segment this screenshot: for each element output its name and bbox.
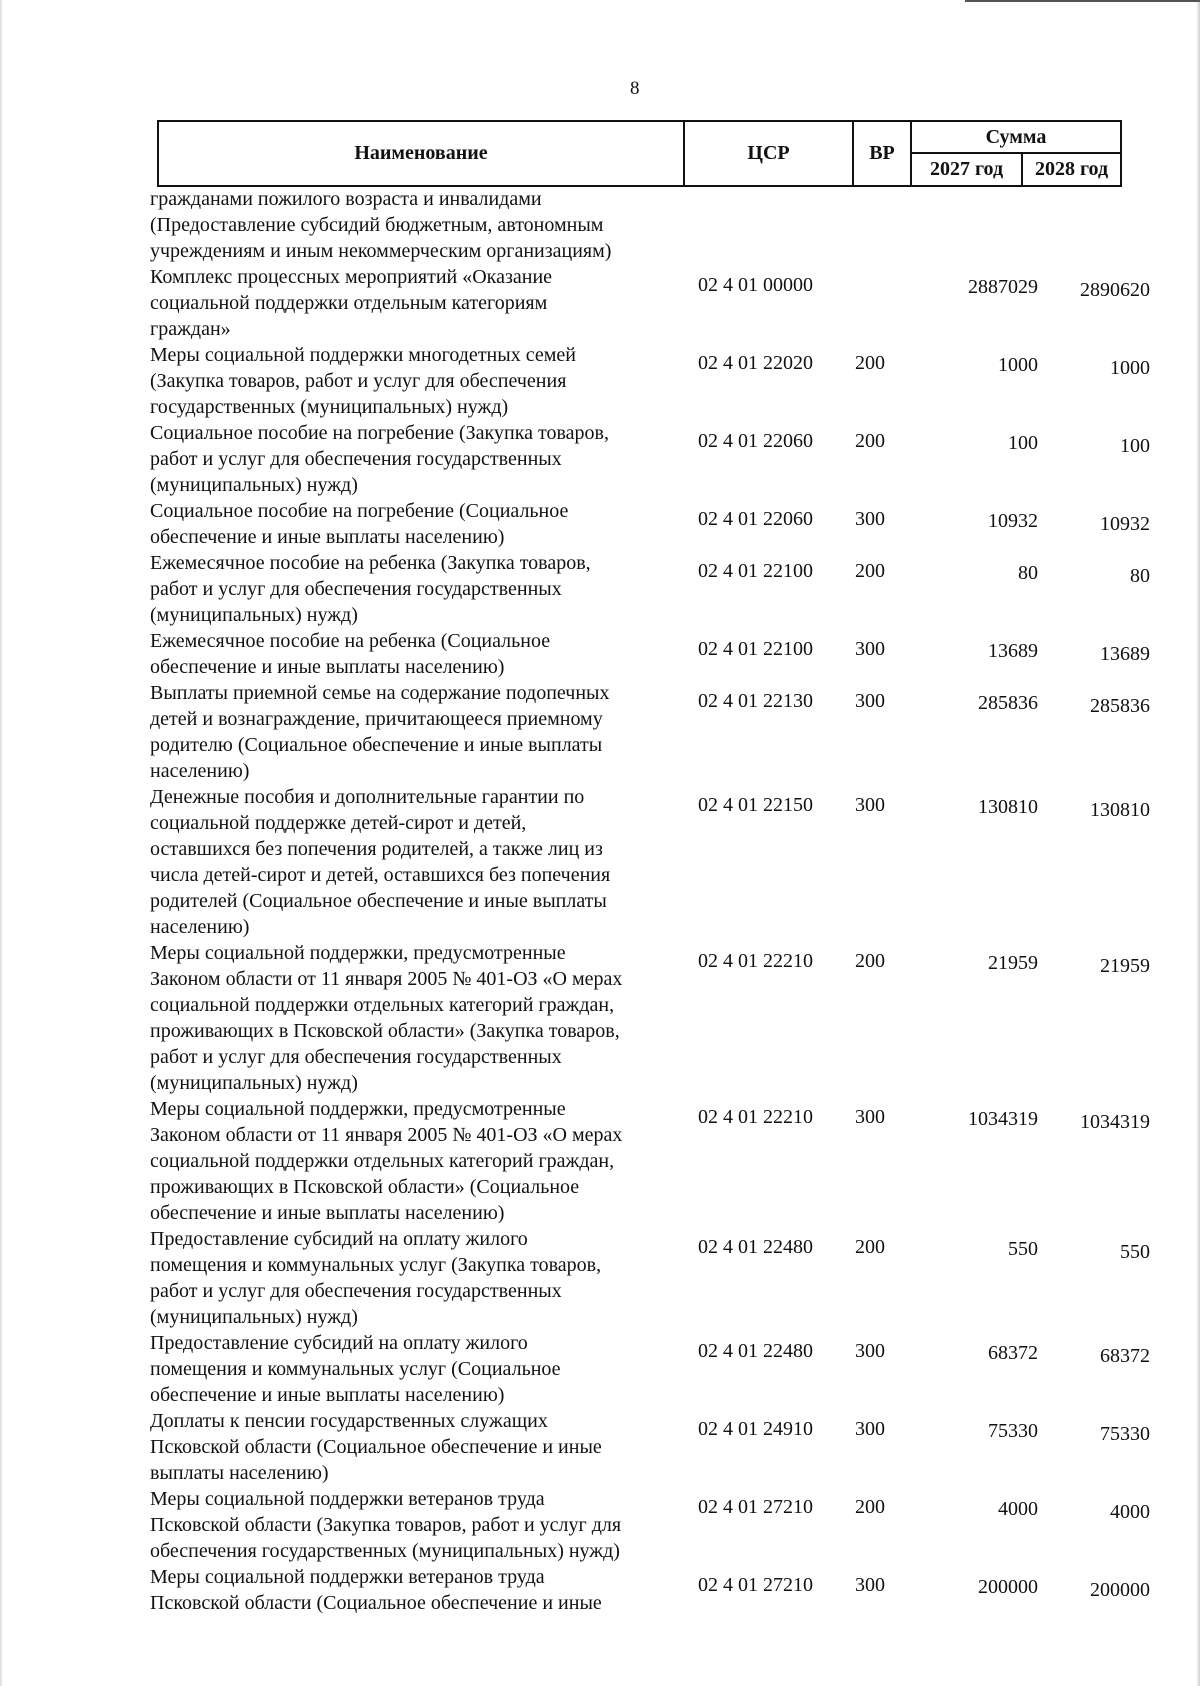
top-rule xyxy=(965,0,1200,2)
scan-edge-right xyxy=(1196,0,1200,1686)
table-row xyxy=(150,1408,1150,1486)
row-sum-2027: 1034319 xyxy=(968,1108,1038,1130)
row-vr: 300 xyxy=(855,1574,885,1596)
row-vr: 200 xyxy=(855,430,885,452)
row-sum-2028: 200000 xyxy=(1090,1579,1150,1601)
table-row xyxy=(150,1096,1150,1226)
row-name: Ежемесячное пособие на ребенка (Социальное обеспечение и иные выплаты населению) xyxy=(150,630,551,678)
row-csr: 02 4 01 22480 xyxy=(698,1236,813,1258)
row-vr: 200 xyxy=(855,352,885,374)
row-csr: 02 4 01 22210 xyxy=(698,950,813,972)
row-sum-2027: 2887029 xyxy=(968,276,1038,298)
row-sum-2028: 4000 xyxy=(1110,1501,1150,1523)
row-name: Выплаты приемной семье на содержание подопечных детей и вознаграждение, причитающееся приемному родителю (Социальное обеспечение и иные выплаты населению) xyxy=(150,682,610,782)
row-name: Меры социальной поддержки ветеранов труда Псковской области (Социальное обеспечение и иные xyxy=(150,1566,602,1614)
table-row xyxy=(150,680,1150,784)
row-vr: 300 xyxy=(855,638,885,660)
row-sum-2028: 2890620 xyxy=(1080,279,1150,301)
row-vr: 300 xyxy=(855,794,885,816)
header-sum-group xyxy=(912,122,1120,185)
row-vr: 300 xyxy=(855,1106,885,1128)
row-name: Социальное пособие на погребение (Социальное обеспечение и иные выплаты населению) xyxy=(150,500,569,548)
table-row xyxy=(150,940,1150,1096)
table-row xyxy=(150,1330,1150,1408)
row-name: Меры социальной поддержки многодетных семей (Закупка товаров, работ и услуг для обеспечения государственных (муниципальных) нужд) xyxy=(150,344,576,418)
row-csr: 02 4 01 27210 xyxy=(698,1574,813,1596)
row-name: Предоставление субсидий на оплату жилого помещения и коммунальных услуг (Закупка товаров, работ и услуг для обеспечения государственных (муниципальных) нужд) xyxy=(150,1228,602,1328)
row-sum-2028: 1034319 xyxy=(1080,1111,1150,1133)
row-csr: 02 4 01 24910 xyxy=(698,1418,813,1440)
header-vr: ВР xyxy=(854,122,912,185)
row-sum-2028: 80 xyxy=(1130,565,1150,587)
row-csr: 02 4 01 22130 xyxy=(698,690,813,712)
row-name: Денежные пособия и дополнительные гарантии по социальной поддержке детей-сирот и детей, оставшихся без попечения родителей, а также лиц из числа детей-сирот и детей, оставшихся без попечения родителей (Социальное обеспечение и иные выплаты населению) xyxy=(150,786,611,938)
row-csr: 02 4 01 22100 xyxy=(698,638,813,660)
row-csr: 02 4 01 22060 xyxy=(698,508,813,530)
row-vr: 300 xyxy=(855,508,885,530)
row-csr: 02 4 01 22100 xyxy=(698,560,813,582)
row-sum-2028: 10932 xyxy=(1100,513,1150,535)
row-csr: 02 4 01 27210 xyxy=(698,1496,813,1518)
row-name: Меры социальной поддержки, предусмотренные Законом области от 11 января 2005 № 401-ОЗ «О мерах социальной поддержки отдельных категорий граждан, проживающих в Псковской области» (Закупка товаров, работ и услуг для обеспечения государственных (муниципальных) нужд) xyxy=(150,942,623,1094)
table-row xyxy=(150,186,1150,264)
row-vr: 300 xyxy=(855,690,885,712)
row-name: Комплекс процессных мероприятий «Оказание социальной поддержки отдельным категориям граждан» xyxy=(150,266,553,340)
row-sum-2027: 10932 xyxy=(988,510,1038,532)
header-name: Наименование xyxy=(159,122,685,185)
row-csr: 02 4 01 22060 xyxy=(698,430,813,452)
table-row xyxy=(150,498,1150,550)
row-csr: 02 4 01 22210 xyxy=(698,1106,813,1128)
row-sum-2028: 21959 xyxy=(1100,955,1150,977)
row-vr: 200 xyxy=(855,1236,885,1258)
row-sum-2028: 13689 xyxy=(1100,643,1150,665)
row-sum-2028: 130810 xyxy=(1090,799,1150,821)
table-row xyxy=(150,1486,1150,1564)
header-year-2027: 2027 год xyxy=(912,154,1023,185)
header-year-2028: 2028 год xyxy=(1034,158,1109,180)
page-number: 8 xyxy=(630,78,640,99)
row-vr: 200 xyxy=(855,1496,885,1518)
row-sum-2027: 13689 xyxy=(988,640,1038,662)
header-csr: ЦСР xyxy=(685,122,854,185)
row-sum-2027: 75330 xyxy=(988,1420,1038,1442)
row-sum-2028: 68372 xyxy=(1100,1345,1150,1367)
row-sum-2027: 550 xyxy=(1008,1238,1038,1260)
row-sum-2027: 21959 xyxy=(988,952,1038,974)
row-sum-2027: 1000 xyxy=(998,354,1038,376)
table-row xyxy=(150,264,1150,342)
row-name: Меры социальной поддержки ветеранов труда Псковской области (Закупка товаров, работ и услуг для обеспечения государственных (муниципальных) нужд) xyxy=(150,1488,622,1562)
table-row xyxy=(150,550,1150,628)
row-sum-2027: 4000 xyxy=(998,1498,1038,1520)
row-sum-2028: 75330 xyxy=(1100,1423,1150,1445)
row-name: Социальное пособие на погребение (Закупка товаров, работ и услуг для обеспечения государственных (муниципальных) нужд) xyxy=(150,422,609,496)
table-row xyxy=(150,1564,1150,1616)
row-csr: 02 4 01 22150 xyxy=(698,794,813,816)
row-sum-2027: 80 xyxy=(1018,562,1038,584)
table-row xyxy=(150,342,1150,420)
row-name: гражданами пожилого возраста и инвалидами (Предоставление субсидий бюджетным, автономным учреждениям и иным некоммерческим организациям) xyxy=(150,188,612,262)
scan-edge-left xyxy=(0,0,3,1686)
row-sum-2027: 130810 xyxy=(978,796,1038,818)
row-name: Ежемесячное пособие на ребенка (Закупка товаров, работ и услуг для обеспечения государственных (муниципальных) нужд) xyxy=(150,552,591,626)
row-name: Меры социальной поддержки, предусмотренные Законом области от 11 января 2005 № 401-ОЗ «О мерах социальной поддержки отдельных категорий граждан, проживающих в Псковской области» (Социальное обеспечение и иные выплаты населению) xyxy=(150,1098,623,1224)
row-sum-2028: 1000 xyxy=(1110,357,1150,379)
row-csr: 02 4 01 22480 xyxy=(698,1340,813,1362)
row-vr: 200 xyxy=(855,560,885,582)
table-row xyxy=(150,1226,1150,1330)
row-csr: 02 4 01 22020 xyxy=(698,352,813,374)
row-vr: 300 xyxy=(855,1418,885,1440)
row-sum-2027: 200000 xyxy=(978,1576,1038,1598)
table-body xyxy=(150,186,1150,1616)
row-sum-2028: 100 xyxy=(1120,435,1150,457)
row-sum-2027: 100 xyxy=(1008,432,1038,454)
row-sum-2027: 68372 xyxy=(988,1342,1038,1364)
table-row xyxy=(150,784,1150,940)
row-name: Доплаты к пенсии государственных служащих Псковской области (Социальное обеспечение и иные выплаты населению) xyxy=(150,1410,602,1484)
row-sum-2028: 285836 xyxy=(1090,695,1150,717)
table-row xyxy=(150,628,1150,680)
row-sum-2028: 550 xyxy=(1120,1241,1150,1263)
table-header xyxy=(157,120,1122,187)
header-sum: Сумма xyxy=(912,122,1120,154)
row-sum-2027: 285836 xyxy=(978,692,1038,714)
row-name: Предоставление субсидий на оплату жилого помещения и коммунальных услуг (Социальное обеспечение и иные выплаты населению) xyxy=(150,1332,561,1406)
row-vr: 200 xyxy=(855,950,885,972)
table-row xyxy=(150,420,1150,498)
row-vr: 300 xyxy=(855,1340,885,1362)
row-csr: 02 4 01 00000 xyxy=(698,274,813,296)
